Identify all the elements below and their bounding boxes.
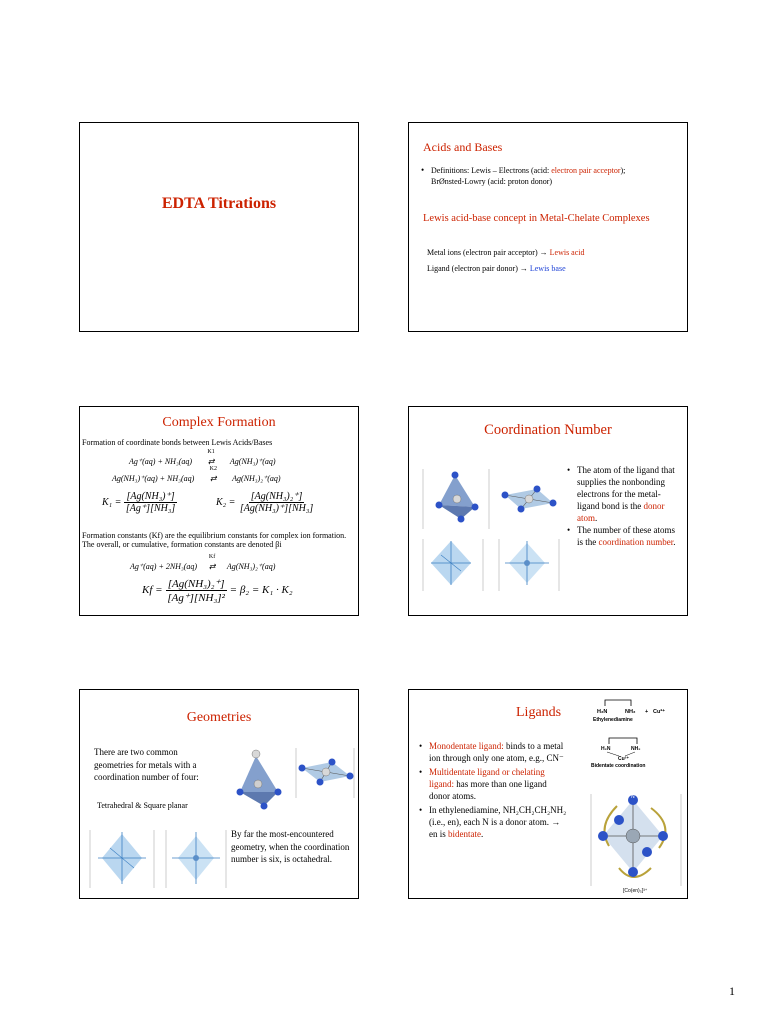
line-text: Metal ions (electron pair acceptor) → xyxy=(427,248,550,257)
denominator: [Ag⁺][NH₃] xyxy=(125,503,176,514)
h2n-label: H₂N xyxy=(601,746,611,752)
ethylenediamine-caption: Ethylenediamine xyxy=(593,717,633,723)
reaction-left: Ag(NH₃)⁺(aq) + NH₃(aq) xyxy=(112,474,195,483)
bullet-text: Definitions: Lewis – Electrons (acid: xyxy=(431,166,552,175)
kf-label: Kf = xyxy=(142,584,163,597)
slide-title: Coordination Number xyxy=(484,422,612,438)
bullet-text: binds to a metal ion through only one atom, e.g., CN⁻ xyxy=(429,741,564,763)
slide-acids-and-bases xyxy=(408,122,688,332)
bidentate-coordination-structure xyxy=(591,738,645,769)
bullet-text: has more than one ligand donor atoms. xyxy=(429,779,547,801)
line-text: Ligand (electron pair donor) → xyxy=(427,264,530,273)
bullet-text-2: BrØnsted-Lowry (acid: proton donor) xyxy=(431,177,553,186)
nh2-label: NH₂ xyxy=(625,709,636,715)
arrow-k-label: K2 xyxy=(209,466,217,472)
octahedral-model-image-2 xyxy=(499,539,559,591)
slide-complex-formation xyxy=(79,406,359,616)
equilibrium-arrow: Kf ⇄ xyxy=(199,562,225,571)
numerator: [Ag(NH₃)⁺] xyxy=(126,491,175,502)
bullet-text: The number of these atoms is the xyxy=(577,525,675,547)
bullet-text-end: . xyxy=(481,829,484,839)
bullet-text-end: . xyxy=(595,513,598,523)
square-planar-model-image xyxy=(502,486,557,513)
octahedral-text: By far the most-encountered geometry, when the coordination number is six, is octahedral. xyxy=(231,829,350,864)
reaction-right: Ag(NH₃)₂⁺(aq) xyxy=(226,562,276,571)
reaction-left: Ag⁺(aq) + 2NH₃(aq) xyxy=(130,562,198,571)
equilibrium-arrow: K2 ⇄ xyxy=(196,474,230,483)
kf-expression xyxy=(142,577,293,604)
reaction-1 xyxy=(129,449,276,466)
denominator: [Ag⁺][NH₃]² xyxy=(167,592,225,604)
k1-fraction xyxy=(124,491,177,514)
kf-tail: = β₂ = K₁ · K₂ xyxy=(229,584,293,597)
bullet-highlight: electron pair acceptor xyxy=(551,166,621,175)
arrow-k-label: Kf xyxy=(208,554,216,560)
reaction-2 xyxy=(112,466,281,483)
numerator: [Ag(NH₃)₂⁺] xyxy=(167,578,225,590)
four-coordinate-figures xyxy=(230,742,356,814)
nh2-label: NH₂ xyxy=(631,746,641,752)
reaction-left: Ag⁺(aq) + NH₃(aq) xyxy=(129,457,193,466)
octahedral-chelate-model-image xyxy=(591,794,681,894)
slide-subtitle: Lewis acid-base concept in Metal-Chelate Complexes xyxy=(423,213,650,224)
slide-geometries xyxy=(79,689,359,899)
bidentate-caption: Bidentate coordination xyxy=(591,763,646,769)
ligand-line xyxy=(427,264,566,273)
bullet-text: In ethylenediamine, NH₂CH₂CH₂NH₂ (i.e., en), each N is a donor atom. → en is xyxy=(429,805,567,839)
donor-n-label: N xyxy=(631,794,635,800)
ethylenediamine-figure xyxy=(589,696,687,896)
coordination-number-term: coordination number xyxy=(598,537,674,547)
page-number: 1 xyxy=(729,984,735,998)
denominator: [Ag(NH₃)⁺][NH₃] xyxy=(239,503,314,514)
k2-label: K₂ = xyxy=(216,496,236,508)
bidentate-term: bidentate xyxy=(448,829,481,839)
octahedral-model-image-1 xyxy=(90,830,154,888)
slide-title: Ligands xyxy=(516,705,562,720)
slide-coordination-number xyxy=(408,406,688,616)
slide-edta-titrations xyxy=(79,122,359,332)
slide-title: EDTA Titrations xyxy=(161,195,277,212)
reaction-right: Ag(NH₃)₂⁺(aq) xyxy=(232,474,281,483)
coordination-geometry-figures xyxy=(417,463,567,603)
octahedral-model-image-2 xyxy=(166,830,226,888)
list-item xyxy=(429,740,567,764)
intro-text: Formation of coordinate bonds between Lewis Acids/Bases xyxy=(82,438,273,447)
donor-atom-term: donor atom xyxy=(577,501,665,523)
slide-title: Geometries xyxy=(186,710,252,725)
k2-fraction xyxy=(238,491,315,514)
slide-ligands xyxy=(408,689,688,899)
h2n-label: H₂N xyxy=(597,709,608,715)
multidentate-term: Multidentate ligand or chelating ligand: xyxy=(429,767,545,789)
list-item xyxy=(429,804,567,840)
lewis-acid-label: Lewis acid xyxy=(549,248,585,257)
metal-ions-line xyxy=(427,248,585,257)
arrow-k-label: K1 xyxy=(207,449,215,455)
reaction-3 xyxy=(130,554,276,571)
definitions-bullet: • Definitions: Lewis – Electrons (acid: electron pair acceptor); BrØnsted-Lowry (acid: proton donor) xyxy=(421,165,626,186)
k1-label: K₁ = xyxy=(102,496,122,508)
geometries-names: Tetrahedral & Square planar xyxy=(97,801,188,810)
reaction-right: Ag(NH₃)⁺(aq) xyxy=(229,457,276,466)
octahedral-figures xyxy=(84,826,230,892)
square-planar-model-image xyxy=(296,748,354,798)
k2-expression xyxy=(216,491,315,514)
tetrahedral-model-image xyxy=(423,469,489,529)
complex-caption: [Co(en)₃]³⁺ xyxy=(623,888,648,894)
bullet-text: The atom of the ligand that supplies the nonbonding electrons for the metal-ligand bond is the xyxy=(577,465,675,511)
donor-atom-bullet xyxy=(565,464,683,548)
geometries-intro-text: There are two common geometries for metals with a coordination number of four: xyxy=(94,747,199,782)
tetrahedral-model-image xyxy=(237,750,282,810)
bullet-text-end: ); xyxy=(620,166,626,175)
numerator: [Ag(NH₃)₂⁺] xyxy=(250,491,303,502)
cu-label: Cu²⁺ xyxy=(653,709,666,715)
lewis-base-label: Lewis base xyxy=(529,264,566,273)
slide-title: Complex Formation xyxy=(162,415,276,430)
list-item xyxy=(429,766,567,802)
plus-sign: + xyxy=(645,709,649,715)
kf-fraction xyxy=(165,577,227,604)
monodentate-term: Monodentate ligand: xyxy=(429,741,504,751)
formation-constants-note: Formation constants (Kf) are the equilibrium constants for complex ion formation. The overall, or cumulative, formation constants are denoted βi xyxy=(82,531,347,549)
octahedral-model-image-1 xyxy=(423,539,483,591)
ethylenediamine-structure xyxy=(593,700,665,723)
k1-expression xyxy=(102,491,177,514)
slide-title: Acids and Bases xyxy=(423,140,503,154)
equilibrium-arrow: K1 ⇄ xyxy=(194,457,228,466)
ligand-bullets xyxy=(417,740,567,842)
bullet-text-end: . xyxy=(673,537,676,547)
cu-label: Cu²⁺ xyxy=(618,756,629,762)
